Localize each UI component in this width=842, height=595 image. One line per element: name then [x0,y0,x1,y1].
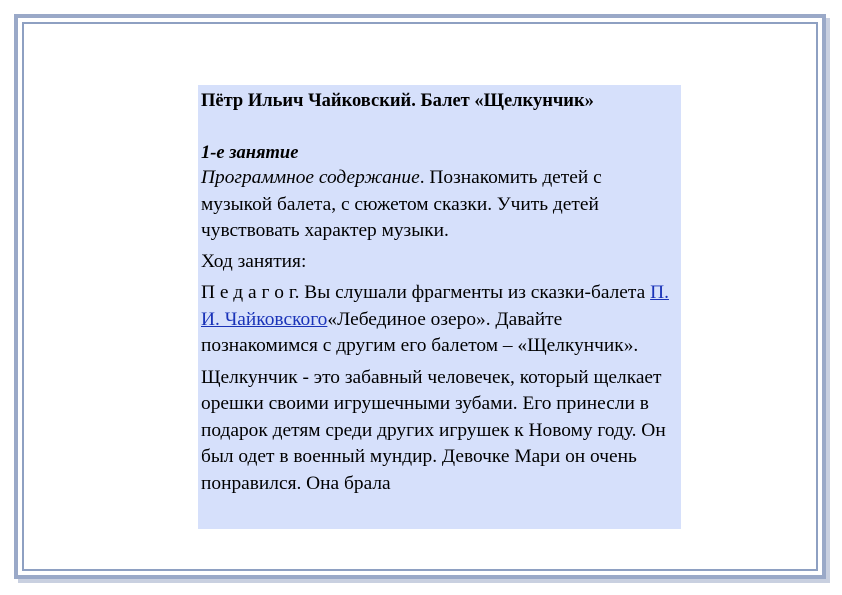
teacher-text-2: «Лебединое озеро». Давайте познакомимся с другим его балетом – «Щелкунчик». [201,308,639,356]
frame-shadow-right [826,18,830,583]
program-paragraph [201,165,677,245]
teacher-label: П е д а г о г [201,282,295,303]
teacher-paragraph [201,280,677,360]
story-paragraph: Щелкунчик - это забавный человечек, который щелкает орешки своими игрушечными зубами. Его принесли в подарок детям среди других игрушек к Новому году. Он был одет в военный мундир. Девочке Мари он очень понравился. Она брала [201,366,666,494]
text-box [198,85,681,529]
document-title: Пётр Ильич Чайковский. Балет «Щелкунчик» [201,91,594,111]
frame-shadow-bottom [18,579,830,583]
composer-link[interactable]: П. И. Чайковского [201,282,669,330]
course-label: Ход занятия: [201,250,307,272]
program-label: Программное содержание [201,167,420,188]
teacher-text-1: . Вы слушали фрагменты из сказки-балета [294,282,651,303]
program-text: . Познакомить детей с музыкой балета, с сюжетом сказки. Учить детей чувствовать характер музыки. [201,167,602,241]
lesson-heading: 1-е занятие [201,143,299,163]
